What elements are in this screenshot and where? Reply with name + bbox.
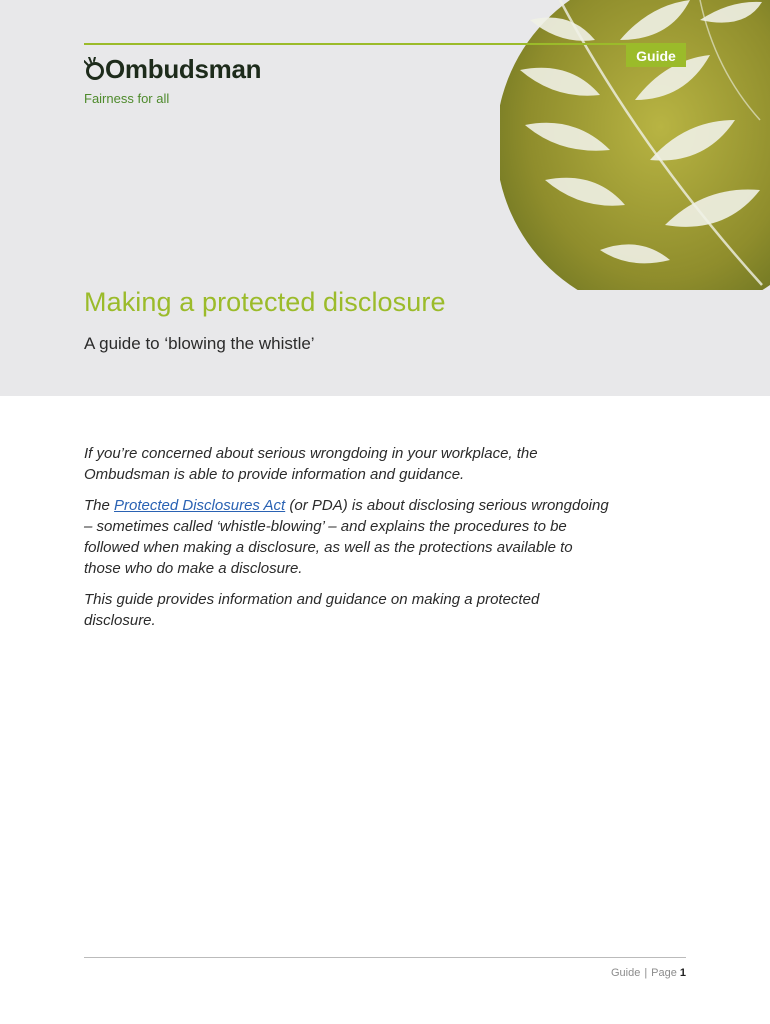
pda-paragraph bbox=[84, 495, 609, 579]
ombudsman-logo bbox=[84, 56, 261, 82]
document-subtitle: A guide to ‘blowing the whistle’ bbox=[84, 334, 315, 353]
tagline: Fairness for all bbox=[84, 91, 170, 106]
footer-separator: | bbox=[644, 967, 648, 979]
body-text bbox=[84, 443, 609, 641]
pda-text-before: The bbox=[84, 497, 115, 514]
intro-paragraph: If you’re concerned about serious wrongdoing in your workplace, the Ombudsman is able to provide information and guidance. bbox=[84, 445, 538, 483]
cover-banner bbox=[0, 0, 770, 396]
document-title: Making a protected disclosure bbox=[84, 287, 446, 317]
header-rule bbox=[84, 43, 686, 45]
logo-text: Ombudsman bbox=[105, 54, 262, 84]
guide-tag: Guide bbox=[626, 45, 686, 67]
pda-text-after: (or PDA) is about disclosing serious wrongdoing – sometimes called ‘whistle-blowing’ – and explains the procedures to be followed when making a disclosure, as well as the protections available to those who do make a disclosure. bbox=[84, 497, 609, 577]
logo-leaf-icon bbox=[84, 57, 104, 81]
summary-paragraph: This guide provides information and guidance on making a protected disclosure. bbox=[84, 591, 540, 629]
page-number: 1 bbox=[679, 967, 686, 979]
page-footer bbox=[611, 967, 686, 979]
footer-rule bbox=[84, 957, 686, 958]
protected-disclosures-act-link[interactable]: Protected Disclosures Act bbox=[114, 497, 286, 514]
footer-page-label: Page bbox=[651, 967, 677, 979]
footer-label: Guide bbox=[610, 967, 641, 979]
